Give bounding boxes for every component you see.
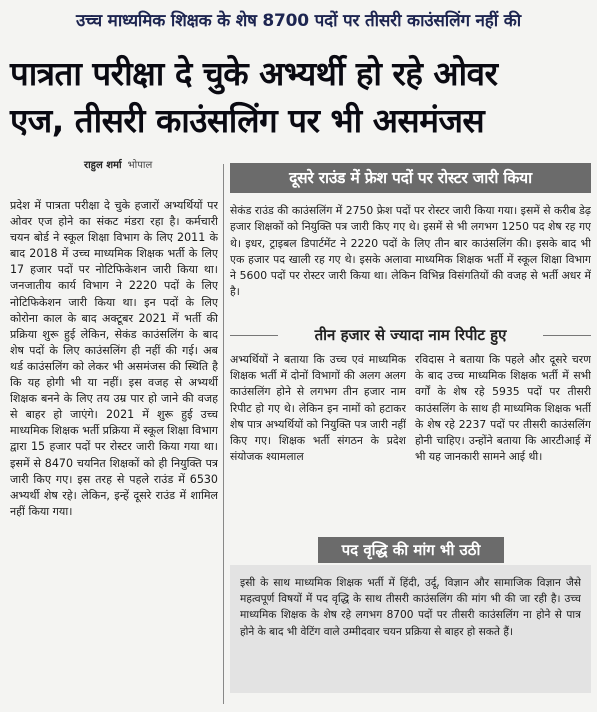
- heading-rule-left: [230, 335, 278, 336]
- byline: [84, 157, 152, 171]
- headline-line-2: एज, तीसरी काउंसलिंग पर भी असमंजस: [10, 101, 485, 140]
- section-text-names-col-2: रविदास ने बताया कि पहले और दूसरे चरण के बाद उच्च माध्यमिक शिक्षक भर्ती में सभी वर्गों के शेष रहे 5935 पदों पर तीसरी काउंसलिंग के साथ ही माध्यमिक शिक्षक भर्ती के शेष रहे 2237 पदों पर तीसरी काउंसलिंग होनी चाहिए। उन्होंने बताया कि आरटीआई में भी यह जानकारी सामने आई थी।: [415, 353, 591, 464]
- column-divider: [223, 164, 224, 704]
- section-heading-names-repeated: [230, 322, 591, 348]
- headline-line-1: पात्रता परीक्षा दे चुके अभ्यर्थी हो रहे ओवर: [10, 54, 498, 93]
- section-heading-names-repeated-text: तीन हजार से ज्यादा नाम रिपीट हुए: [314, 326, 507, 344]
- kicker-headline: उच्च माध्यमिक शिक्षक के शेष 8700 पदों पर तीसरी काउंसलिंग नहीं की: [76, 11, 521, 31]
- post-increase-box: [230, 565, 591, 693]
- byline-location: भोपाल: [127, 160, 153, 171]
- section-text-post-increase: इसी के साथ माध्यमिक शिक्षक भर्ती में हिंदी, उर्दू, विज्ञान और सामाजिक विज्ञान जैसे महत्वपूर्ण विषयों में पद वृद्धि के साथ तीसरी काउंसलिंग की मांग भी की जा रही है। उच्च माध्यमिक शिक्षक के शेष रहे लगभग 8700 पदों पर तीसरी काउंसलिंग ना होने से पात्र होने के बाद भी वेटिंग वाले उम्मीदवार चयन प्रक्रिया से बाहर हो सकते हैं।: [240, 577, 581, 638]
- section-text-names-col-1: अभ्यर्थियों ने बताया कि उच्च एवं माध्यमिक शिक्षक भर्ती में दोनों विभागों की अलग अलग काउंसलिंग होने से लगभग तीन हजार नाम रिपीट हो गए थे। लेकिन इन नामों को हटाकर शेष पात्र अभ्यर्थियों को नियुक्ति पत्र जारी नहीं किए गए। शिक्षक भर्ती संगठन के प्रदेश संयोजक श्यामलाल: [230, 353, 406, 464]
- section-heading-second-round: दूसरे राउंड में फ्रेश पदों पर रोस्टर जारी किया: [230, 163, 591, 193]
- section-text-second-round: सेकंड राउंड की काउंसलिंग में 2750 फ्रेश पदों पर रोस्टर जारी किया गया। इसमें से करीब डेढ़ हजार शिक्षकों को नियुक्ति पत्र जारी किए गए थे। इसमें से भी लगभग 1250 पद शेष रह गए थे। इधर, ट्राइबल डिपार्टमेंट ने 2220 पदों के लिए तीन बार काउंसलिंग की। इसके बाद भी एक हजार पद खाली रह गए थे। इसके अलावा माध्यमिक शिक्षक भर्ती में स्कूल शिक्षा विभाग ने 5600 पदों पर रोस्टर जारी किया था। लेकिन विभिन्न विसंगतियों की वजह से भर्ती अधर में है।: [230, 204, 591, 299]
- byline-author: राहुल शर्मा: [84, 160, 122, 171]
- heading-rule-right: [543, 335, 591, 336]
- left-column-text: प्रदेश में पात्रता परीक्षा दे चुके हजारों अभ्यर्थियों पर ओवर एज होने का संकट मंडरा रहा है। कर्मचारी चयन बोर्ड ने स्कूल शिक्षा विभाग के लिए 2011 के बाद 2018 में उच्च माध्यमिक शिक्षक भर्ती के लिए 17 हजार पदों पर नोटिफिकेशन जारी किया था। जनजातीय कार्य विभाग ने 2220 पदों के लिए नोटिफिकेशन जारी किया था। इन पदों के लिए कोरोना काल के बाद अक्टूबर 2021 में भर्ती की प्रक्रिया शुरू हुई लेकिन, सेकंड काउंसलिंग के बाद शेष पदों के लिए काउंसलिंग ही नहीं की गई। अब थर्ड काउंसलिंग को लेकर भी असमंजस की स्थिति है कि यह होगी भी या नहीं। इस वजह से अभ्यर्थी शिक्षक बनने के लिए तय उम्र पार हो जाने की वजह से बाहर हो जाएंगे। 2021 में शुरू हुई उच्च माध्यमिक शिक्षक भर्ती प्रक्रिया में स्कूल शिक्षा विभाग द्वारा 15 हजार पदों पर रोस्टर जारी किया गया था। इसमें से 8470 चयनित शिक्षकों को ही नियुक्ति पत्र जारी किए गए। इस तरह से पहले राउंड में 6530 अभ्यर्थी शेष रहे। लेकिन, इन्हें दूसरे राउंड में शामिल नहीं किया गया।: [10, 199, 218, 518]
- section-heading-post-increase: पद वृद्धि की मांग भी उठी: [318, 537, 504, 563]
